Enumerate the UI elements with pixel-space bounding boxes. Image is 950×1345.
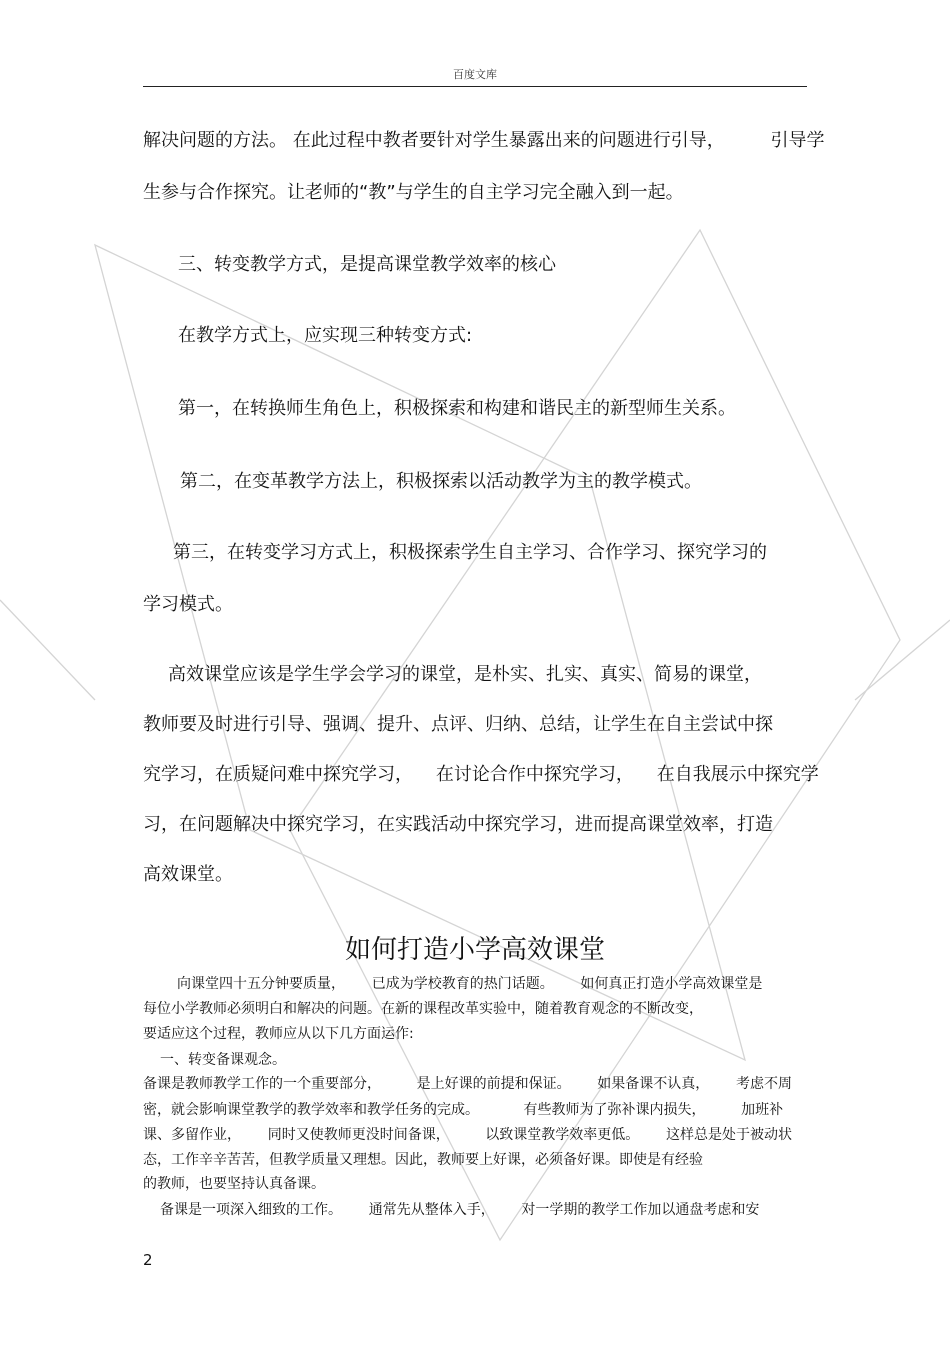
body-line: 在教学方式上，应实现三种转变方式: (178, 325, 473, 346)
body-line: 高效课堂。 (143, 864, 233, 885)
article-line: 向课堂四十五分钟要质量， 已成为学校教育的热门话题。 如何真正打造小学高效课堂是 (177, 976, 763, 992)
section-heading: 三、转变教学方式，是提高课堂教学效率的核心 (178, 254, 556, 275)
header-divider (143, 86, 807, 87)
article-line: 每位小学教师必须明白和解决的问题。在新的课程改革实验中，随着教育观念的不断改变， (143, 1001, 703, 1017)
article-line: 密，就会影响课堂教学的教学效率和教学任务的完成。 有些教师为了弥补课内损失， 加班补 (143, 1102, 784, 1118)
body-line: 教师要及时进行引导、强调、提升、点评、归纳、总结，让学生在自主尝试中探 (143, 714, 773, 735)
body-line: 第二，在变革教学方法上，积极探索以活动教学为主的教学模式。 (180, 471, 702, 492)
page-number: 2 (143, 1251, 153, 1269)
article-line: 课、多留作业， 同时又使教师更没时间备课， 以致课堂教学效率更低。 这样总是处于被动状 (143, 1127, 793, 1143)
body-line: 解决问题的方法。 在此过程中教者要针对学生暴露出来的问题进行引导， 引导学 (143, 130, 825, 151)
body-line: 生参与合作探究。让老师的“教”与学生的自主学习完全融入到一起。 (143, 182, 684, 203)
article-line: 要适应这个过程，教师应从以下几方面运作: (143, 1026, 414, 1042)
body-line: 第一，在转换师生角色上，积极探索和构建和谐民主的新型师生关系。 (178, 398, 736, 419)
header-title: 百度文库 (453, 68, 497, 81)
body-line: 究学习，在质疑问难中探究学习， 在讨论合作中探究学习， 在自我展示中探究学 (143, 764, 819, 785)
article-line: 备课是一项深入细致的工作。 通常先从整体入手， 对一学期的教学工作加以通盘考虑和安 (160, 1202, 760, 1218)
article-title: 如何打造小学高效课堂 (344, 935, 605, 965)
article-line: 备课是教师教学工作的一个重要部分， 是上好课的前提和保证。 如果备课不认真， 考虑不周 (143, 1076, 793, 1092)
article-line: 的教师，也要坚持认真备课。 (143, 1176, 325, 1192)
body-line: 习，在问题解决中探究学习，在实践活动中探究学习，进而提高课堂效率，打造 (143, 814, 773, 835)
article-line: 态，工作辛辛苦苦，但教学质量又理想。因此，教师要上好课，必须备好课。即使是有经验 (143, 1152, 703, 1168)
body-line: 第三，在转变学习方式上，积极探索学生自主学习、合作学习、探究学习的 (173, 542, 767, 563)
body-line: 学习模式。 (143, 594, 233, 615)
article-heading: 一、转变备课观念。 (160, 1052, 286, 1068)
body-line: 高效课堂应该是学生学会学习的课堂，是朴实、扎实、真实、简易的课堂， (168, 664, 762, 685)
